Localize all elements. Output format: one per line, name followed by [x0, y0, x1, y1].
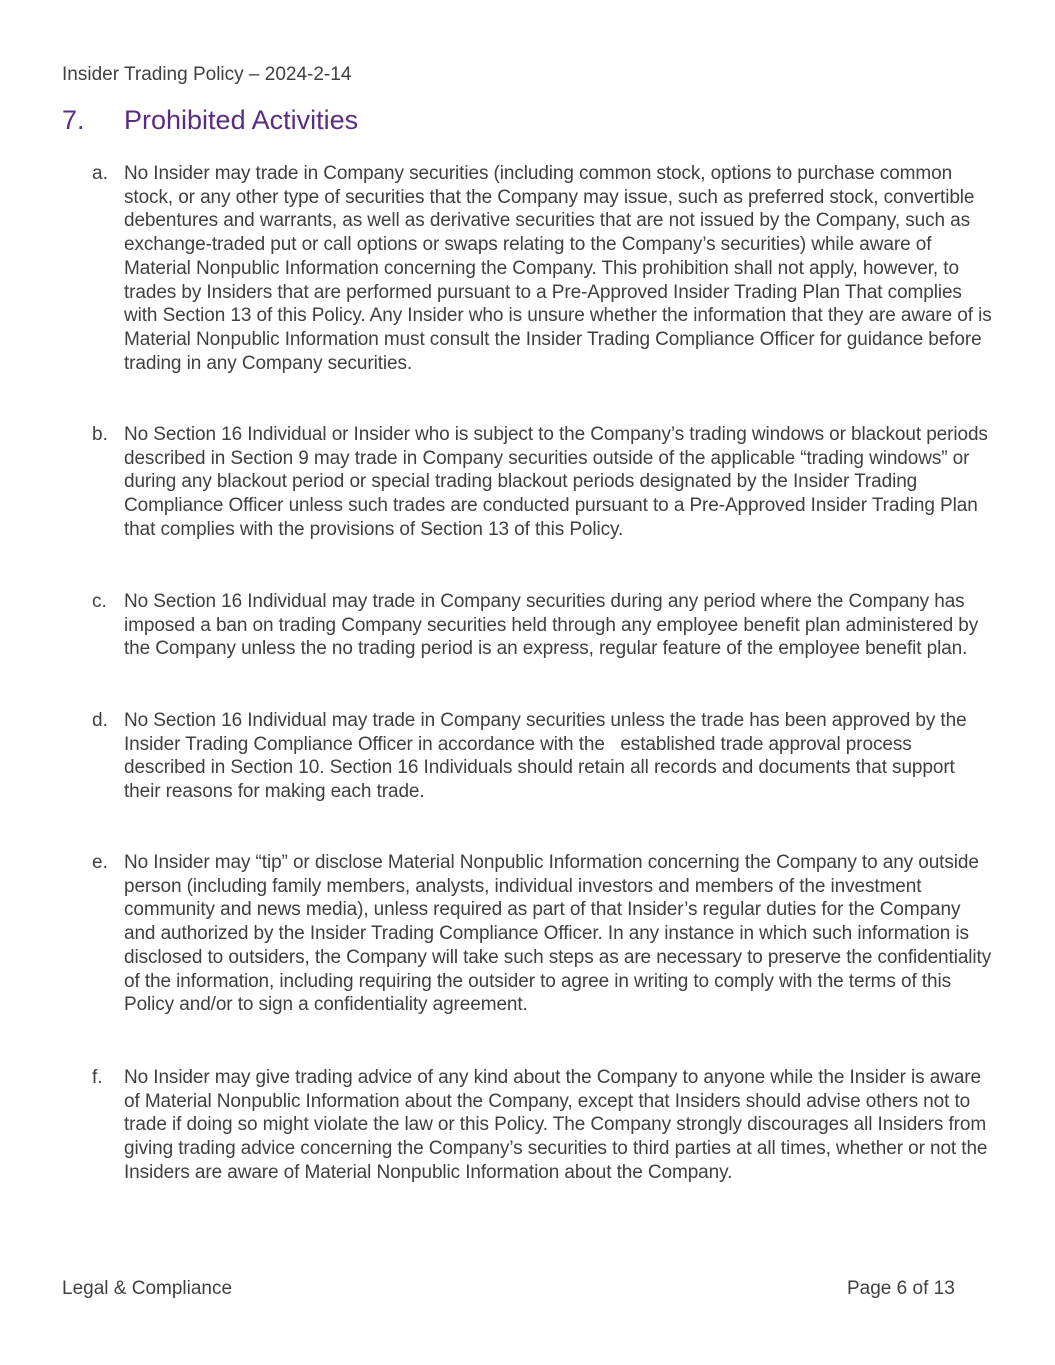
list-item-marker: a.: [92, 163, 108, 184]
section-heading: [62, 103, 358, 137]
section-number: 7.: [62, 105, 85, 135]
footer-department: Legal & Compliance: [62, 1278, 233, 1299]
list-item-text: No Insider may give trading advice of any kind about the Company to anyone while the Insider is aware of Material Nonpublic Information about the Company, except that Insiders should advise others not to trade if doing so might violate the law or this Policy. The Company strongly discourages all Insiders from giving trading advice concerning the Company’s securities to third parties at all times, whether or not the Insiders are aware of Material Nonpublic Information about the Company.: [124, 1067, 993, 1183]
footer-page-number: Page 6 of 13: [847, 1278, 955, 1299]
list-item-marker: b.: [92, 424, 108, 445]
page-header: Insider Trading Policy – 2024-2-14: [62, 64, 352, 85]
list-item-text: No Section 16 Individual may trade in Company securities unless the trade has been approved by the Insider Trading Compliance Officer in accordance with the established trade approval process described in Section 10. Section 16 Individuals should retain all records and documents that support their reasons for making each trade.: [124, 710, 972, 803]
list-item-marker: e.: [92, 852, 108, 873]
list-item-text: No Section 16 Individual may trade in Company securities during any period where the Company has imposed a ban on trading Company securities held through any employee benefit plan administered by the Company unless the no trading period is an express, regular feature of the employee benefit plan.: [124, 591, 984, 660]
list-item-marker: f.: [92, 1067, 103, 1088]
list-item-marker: d.: [92, 710, 108, 731]
list-item-marker: c.: [92, 591, 107, 612]
section-title: Prohibited Activities: [124, 105, 359, 135]
list-item-text: No Insider may trade in Company securities (including common stock, options to purchase common stock, or any other type of securities that the Company may issue, such as preferred stock, convertible debentures and warrants, as well as derivative securities that are not issued by the Company, such as exchange-traded put or call options or swaps relating to the Company’s securities) while aware of Material Nonpublic Information concerning the Company. This prohibition shall not apply, however, to trades by Insiders that are performed pursuant to a Pre-Approved Insider Trading Plan That complies with Section 13 of this Policy. Any Insider who is unsure whether the information that they are aware of is Material Nonpublic Information must consult the Insider Trading Compliance Officer for guidance before trading in any Company securities.: [124, 163, 997, 374]
list-item-text: No Section 16 Individual or Insider who is subject to the Company’s trading windows or blackout periods described in Section 9 may trade in Company securities outside of the applicable “trading windows” or during any blackout period or special trading blackout periods designated by the Insider Trading Compliance Officer unless such trades are conducted pursuant to a Pre-Approved Insider Trading Plan that complies with the provisions of Section 13 of this Policy.: [124, 424, 994, 540]
list-item-text: No Insider may “tip” or disclose Material Nonpublic Information concerning the Company to any outside person (including family members, analysts, individual investors and members of the investment community and news media), unless required as part of that Insider’s regular duties for the Company and authorized by the Insider Trading Compliance Officer. In any instance in which such information is disclosed to outsiders, the Company will take such steps as are necessary to preserve the confidentiality of the information, including requiring the outsider to agree in writing to comply with the terms of this Policy and/or to sign a confidentiality agreement.: [124, 852, 997, 1016]
